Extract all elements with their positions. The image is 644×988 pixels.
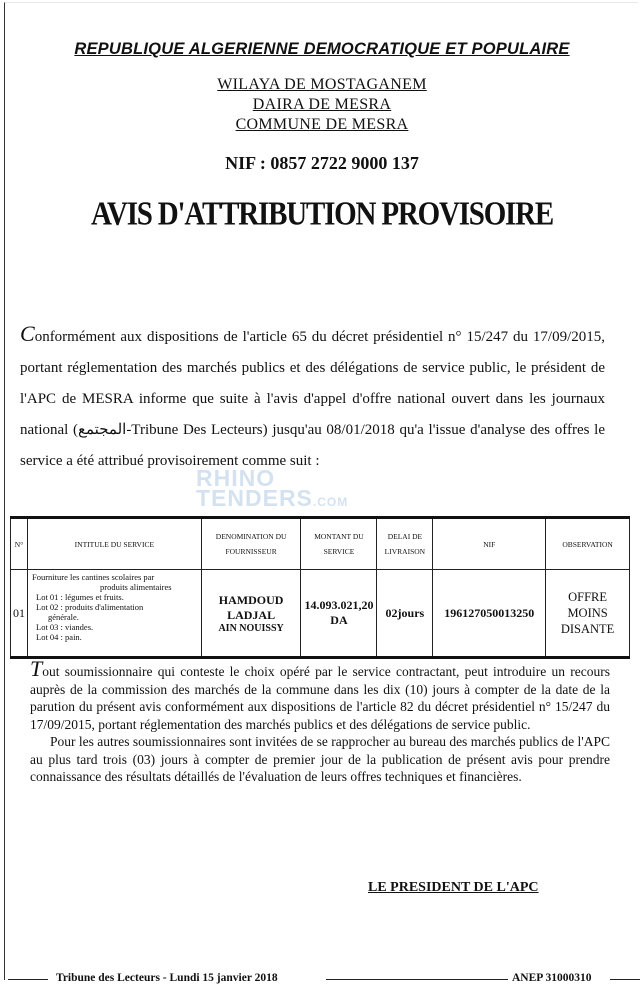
republic-heading: REPUBLIQUE ALGERIENNE DEMOCRATIQUE ET POPULAIRE	[74, 40, 570, 58]
intro-paragraph	[20, 318, 605, 477]
daira-heading: DAIRA DE MESRA	[252, 96, 392, 113]
footer-reference: ANEP 31000310	[512, 972, 592, 984]
footer-rule-left	[8, 979, 48, 980]
watermark-line2-text: TENDERS	[196, 485, 313, 511]
cell-intitule	[28, 570, 202, 658]
signature: LE PRESIDENT DE L'APC	[368, 880, 539, 895]
table-header-row	[11, 518, 630, 570]
commune-heading: COMMUNE DE MESRA	[235, 116, 409, 133]
header-intitule: INTITULE DU SERVICE	[28, 518, 202, 570]
cell-nif: 196127050013250	[433, 570, 546, 658]
cell-delai: 02jours	[377, 570, 433, 658]
header-nif: NIF	[433, 518, 546, 570]
observation-line: OFFRE	[568, 590, 608, 604]
recours-dropcap: T	[30, 656, 43, 681]
montant-line: 14.093.021,20	[304, 598, 374, 612]
intitule-line: générale.	[48, 612, 79, 622]
header-fournisseur: DENOMINATION DU FOURNISSEUR	[201, 518, 301, 570]
cell-montant	[301, 570, 377, 658]
header-delai: DELAI DE LIVRAISON	[377, 518, 433, 570]
footer	[0, 972, 644, 988]
notice-title: AVIS D'ATTRIBUTION PROVISOIRE	[90, 195, 554, 233]
intro-dropcap: C	[20, 321, 35, 346]
recours-section	[30, 656, 610, 786]
wilaya-heading: WILAYA DE MOSTAGANEM	[217, 76, 427, 93]
intitule-line: produits alimentaires	[100, 582, 172, 592]
recours-text: out soumissionnaire qui conteste le choix opéré par le service contractant, peut introduire un recours auprès de la commission des marchés de la commune dans les dix (10) jours à compter de la date de la parution du présent avis conformément aux dispositions de l'article 82 du décret présidentiel n° 15/247 du 17/09/2015, portant réglementation des marchés publics et des délégations de service public.	[30, 664, 610, 732]
header-no: N°	[11, 518, 28, 570]
footer-publication: Tribune des Lecteurs - Lundi 15 janvier 2018	[56, 972, 278, 984]
cell-observation	[546, 570, 630, 658]
observation-line: DISANTE	[560, 622, 615, 636]
fournisseur-line: HAMDOUD	[218, 592, 284, 607]
intitule-line: Lot 01 : légumes et fruits.	[36, 592, 124, 602]
montant-line: DA	[330, 613, 348, 627]
recours-paragraph	[30, 656, 610, 733]
intitule-line: Lot 03 : viandes.	[36, 622, 94, 632]
intro-text: onformément aux dispositions de l'article 65 du décret présidentiel n° 15/247 du 17/09/2015, portant réglementation des marchés publics et des délégations de service public, le président de l'APC de MESRA informe que suite à l'avis d'appel d'offre national ouvert dans les journaux national (المجتمع-Tribune Des Lecteurs) jusqu'au 08/01/2018 qu'a l'issue d'analyse des offres le service a été attribué provisoirement comme suit :	[20, 329, 605, 469]
watermark-logo	[196, 465, 349, 512]
fournisseur-line: AIN NOUISSY	[218, 622, 284, 634]
intitule-line: Fourniture les cantines scolaires par	[32, 572, 155, 582]
intitule-line: Lot 02 : produits d'alimentation	[36, 602, 144, 612]
header-observation: OBSERVATION	[546, 518, 630, 570]
watermark-line1: RHINO	[196, 465, 276, 491]
footer-rule-right	[610, 979, 640, 980]
watermark-com: .COM	[312, 495, 349, 509]
observation-line: MOINS	[567, 606, 608, 620]
intitule-line: Lot 04 : pain.	[36, 632, 82, 642]
watermark-line2	[196, 485, 349, 512]
cell-fournisseur	[201, 570, 301, 658]
cell-no: 01	[11, 570, 28, 658]
table-row	[11, 570, 630, 658]
attribution-table	[10, 516, 630, 659]
header-montant: MONTANT DU SERVICE	[301, 518, 377, 570]
nif-heading: NIF : 0857 2722 9000 137	[225, 153, 419, 173]
footer-rule-middle	[326, 979, 508, 980]
autres-paragraph: Pour les autres soumissionnaires sont invitées de se rapprocher au bureau des marchés publics de l'APC au plus tard trois (03) jours à compter de premier jour de la publication de présent avis pour prendre connaissance des résultats détaillés de l'évaluation de leurs offres techniques et financières.	[30, 734, 610, 784]
fournisseur-line: LADJAL	[227, 607, 276, 622]
